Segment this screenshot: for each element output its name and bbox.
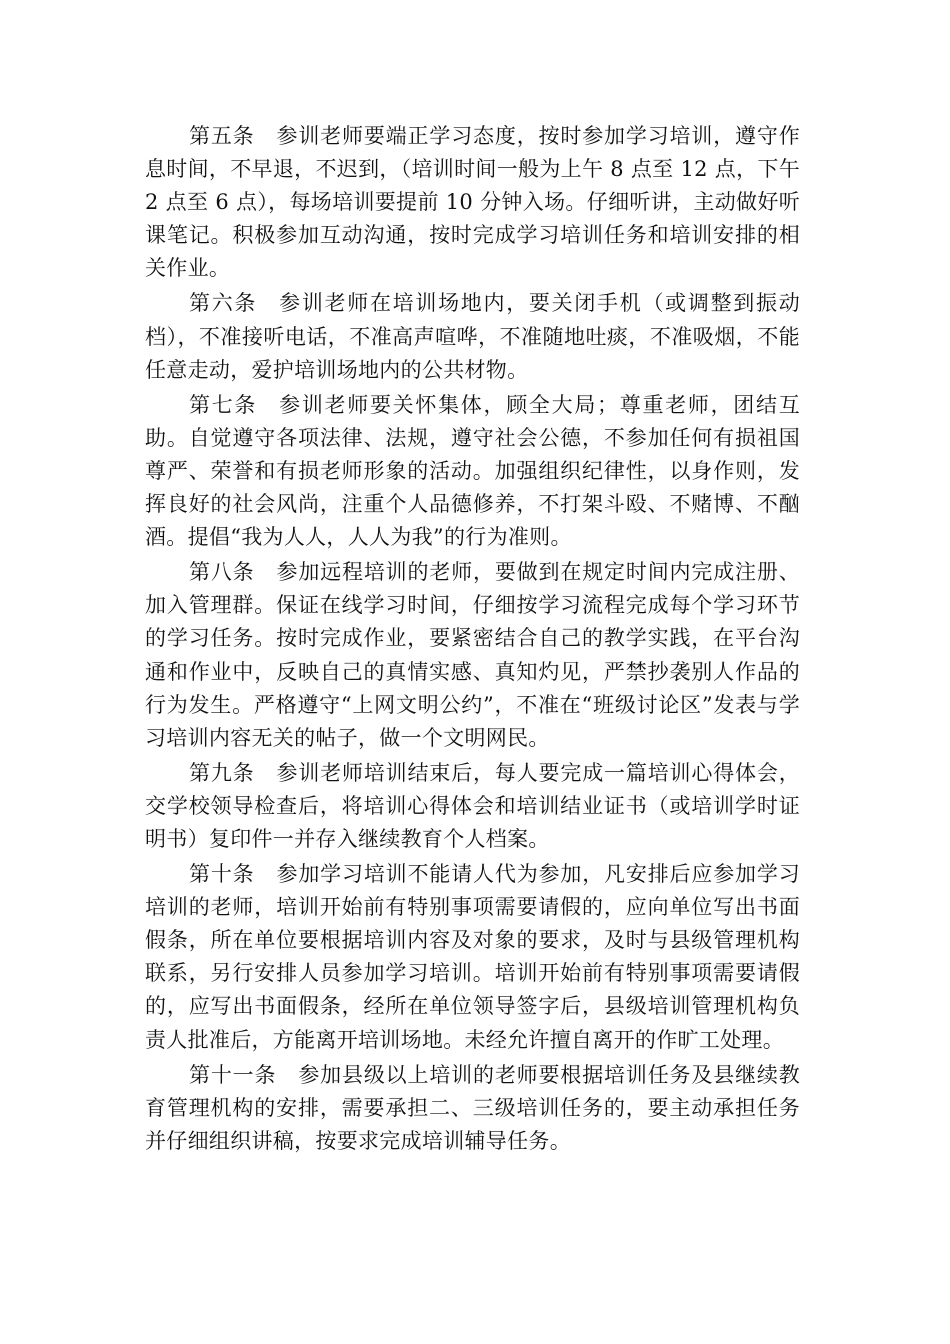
article-10 <box>145 858 800 1057</box>
article-text: 参加远程培训的老师，要做到在规定时间内完成注册、加入管理群。保证在线学习时间，仔细按学习流程完成每个学习环节的学习任务。按时完成作业，要紧密结合自己的教学实践，在平台沟通和作业中，反映自己的真情实感、真知灼见，严禁抄袭别人作品的行为发生。严格遵守“上网文明公约”，不准在“班级讨论区”发表与学习培训内容无关的帖子，做一个文明网民。 <box>145 560 801 750</box>
document-body <box>145 120 800 1160</box>
article-text: 参训老师要端正学习态度，按时参加学习培训，遵守作息时间，不早退，不迟到，（培训时间一般为上午 8 点至 12 点，下午 2 点至 6 点），每场培训要提前 10 分钟入场。仔细听讲，主动做好听课笔记。积极参加互动沟通，按时完成学习培训任务和培训安排的相关作业。 <box>145 124 801 281</box>
article-5 <box>145 120 800 285</box>
article-number: 第十一条 <box>189 1062 277 1087</box>
article-number: 第十条 <box>189 862 255 887</box>
article-6 <box>145 287 800 386</box>
article-number: 第七条 <box>189 392 258 417</box>
article-8 <box>145 556 800 755</box>
article-11 <box>145 1059 800 1158</box>
article-number: 第八条 <box>189 560 255 585</box>
article-text: 参训老师要关怀集体，顾全大局；尊重老师，团结互助。自觉遵守各项法律、法规，遵守社会公德，不参加任何有损祖国尊严、荣誉和有损老师形象的活动。加强组织纪律性，以身作则，发挥良好的社会风尚，注重个人品德修养，不打架斗殴、不赌博、不酗酒。提倡“我为人人，人人为我”的行为准则。 <box>145 392 800 550</box>
article-number: 第六条 <box>189 291 258 316</box>
article-number: 第五条 <box>189 124 255 148</box>
article-text: 参训老师在培训场地内，要关闭手机（或调整到振动档），不准接听电话，不准高声喧哗，不准随地吐痰，不准吸烟，不能任意走动，爱护培训场地内的公共材物。 <box>145 291 800 382</box>
article-7 <box>145 389 800 554</box>
article-text: 参训老师培训结束后，每人要完成一篇培训心得体会，交学校领导检查后，将培训心得体会和培训结业证书（或培训学时证明书）复印件一并存入继续教育个人档案。 <box>145 760 801 851</box>
article-text: 参加学习培训不能请人代为参加，凡安排后应参加学习培训的老师，培训开始前有特别事项需要请假的，应向单位写出书面假条，所在单位要根据培训内容及对象的要求，及时与县级管理机构联系，另行安排人员参加学习培训。培训开始前有特别事项需要请假的，应写出书面假条，经所在单位领导签字后，县级培训管理机构负责人批准后，方能离开培训场地。未经允许擅自离开的作旷工处理。 <box>145 862 801 1052</box>
article-text: 参加县级以上培训的老师要根据培训任务及县继续教育管理机构的安排，需要承担二、三级培训任务的，要主动承担任务并仔细组织讲稿，按要求完成培训辅导任务。 <box>145 1062 800 1153</box>
article-9 <box>145 757 800 856</box>
article-number: 第九条 <box>189 760 255 785</box>
